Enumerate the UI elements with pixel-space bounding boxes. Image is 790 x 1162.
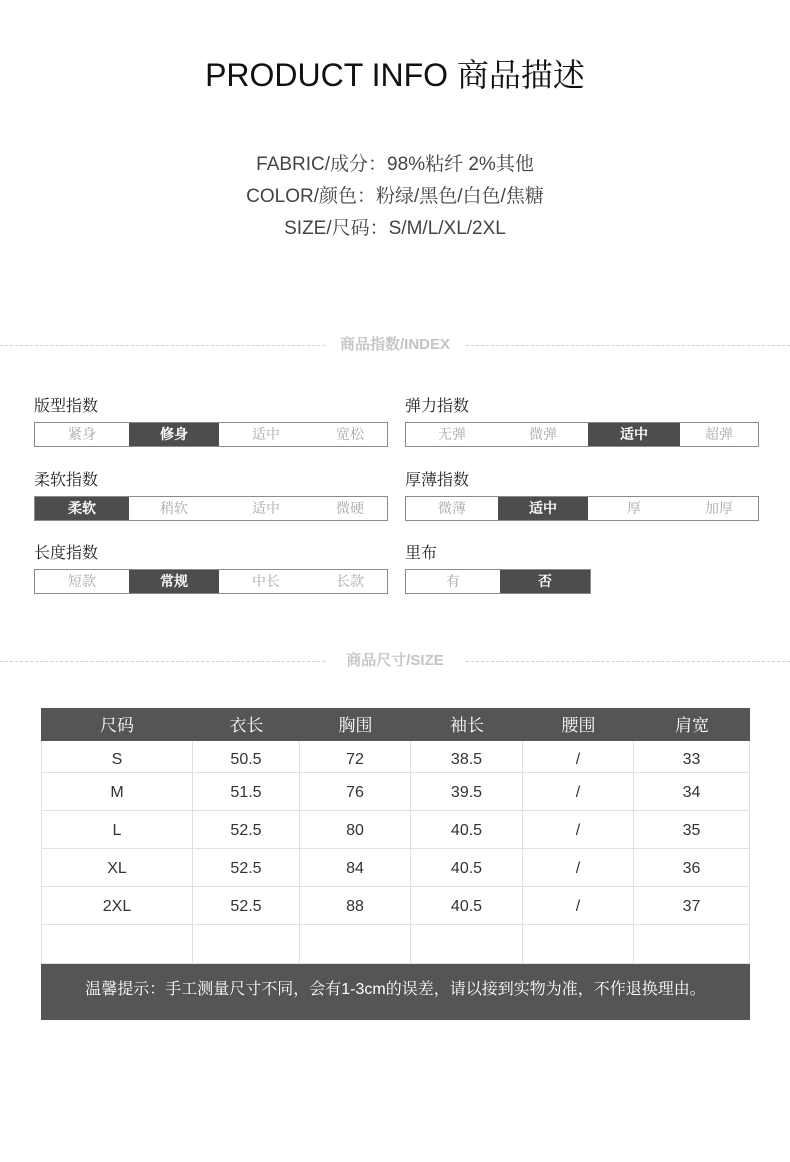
table-row [41,925,750,964]
table-cell: / [523,773,634,810]
table-cell: S [41,741,193,772]
table-cell: 76 [300,773,411,810]
index-option: 有 [446,573,460,589]
table-cell: 52.5 [193,811,300,848]
index-option-selected: 适中 [498,497,588,520]
size-info: SIZE/尺码：S/M/L/XL/2XL [284,218,506,239]
fabric-info: FABRIC/成分：98%粘纤 2%其他 [256,154,534,175]
index-group [405,396,759,447]
index-group [34,470,388,521]
table-cell [523,925,634,963]
table-row [41,741,750,773]
index-group [405,543,591,594]
index-option: 宽松 [336,426,364,442]
index-title: 弹力指数 [405,398,470,415]
index-scale [405,569,591,594]
index-title: 厚薄指数 [405,472,470,489]
table-cell: 2XL [41,887,193,924]
column-header: 尺码 [100,716,134,735]
table-cell: 80 [300,811,411,848]
size-table-body [41,741,750,964]
table-cell [300,925,411,963]
size-section-divider [0,651,790,671]
table-cell: 38.5 [411,741,523,772]
size-table [41,708,750,1020]
table-cell: L [41,811,193,848]
index-option: 厚 [627,500,641,516]
index-section-label: 商品指数/INDEX [339,336,450,353]
table-cell: 88 [300,887,411,924]
index-option: 微薄 [438,500,466,516]
page-title: PRODUCT INFO 商品描述 [205,57,585,93]
table-row [41,849,750,887]
index-option: 长款 [336,573,364,589]
column-header: 肩宽 [675,716,709,735]
table-cell: 35 [634,811,750,848]
table-cell [193,925,300,963]
index-scale [34,496,388,521]
index-option-selected: 柔软 [35,497,129,520]
index-title: 柔软指数 [34,472,99,489]
table-cell [634,925,750,963]
table-cell: 52.5 [193,887,300,924]
table-row [41,773,750,811]
index-option: 紧身 [68,426,96,442]
table-cell: 39.5 [411,773,523,810]
index-option: 中长 [252,573,280,589]
table-cell: 36 [634,849,750,886]
table-cell: 40.5 [411,811,523,848]
index-option: 稍软 [160,500,188,516]
index-group [405,470,759,521]
table-cell: 52.5 [193,849,300,886]
size-table-header [41,708,750,741]
color-info: COLOR/颜色：粉绿/黑色/白色/焦糖 [246,186,544,207]
index-scale [34,569,388,594]
table-cell: 40.5 [411,887,523,924]
table-cell: 34 [634,773,750,810]
table-cell: 84 [300,849,411,886]
column-header: 袖长 [450,716,484,735]
index-group [34,543,388,594]
index-option: 超弹 [705,426,733,442]
index-option-selected: 否 [500,570,590,593]
index-option: 微弹 [529,426,557,442]
table-cell: / [523,811,634,848]
index-option: 短款 [68,573,96,589]
table-cell: 50.5 [193,741,300,772]
index-title: 长度指数 [34,545,99,562]
column-header: 胸围 [338,716,373,735]
index-option: 微硬 [336,500,364,516]
table-cell: / [523,849,634,886]
index-title: 版型指数 [34,398,99,415]
table-cell: / [523,887,634,924]
index-scale [405,496,759,521]
measurement-note: 温馨提示：手工测量尺寸不同，会有1-3cm的误差，请以接到实物为准，不作退换理由。 [41,964,750,1020]
index-option-selected: 适中 [588,423,680,446]
column-header: 衣长 [229,716,264,735]
table-cell: M [41,773,193,810]
table-cell [41,925,193,963]
table-cell [411,925,523,963]
table-cell: 33 [634,741,750,772]
table-row [41,811,750,849]
table-cell: 37 [634,887,750,924]
table-cell: 40.5 [411,849,523,886]
table-cell: 72 [300,741,411,772]
table-cell: 51.5 [193,773,300,810]
index-option-selected: 常规 [129,570,219,593]
size-section-label: 商品尺寸/SIZE [346,652,444,669]
index-scale [34,422,388,447]
index-option: 无弹 [438,426,466,442]
index-option: 加厚 [705,500,733,516]
table-cell: / [523,741,634,772]
table-row [41,887,750,925]
index-option-selected: 修身 [129,423,219,446]
table-cell: XL [41,849,193,886]
column-header: 腰围 [561,716,596,735]
index-group [34,396,388,447]
index-scale [405,422,759,447]
index-section-divider [0,335,790,355]
index-title: 里布 [405,545,438,562]
index-option: 适中 [252,500,280,516]
index-option: 适中 [252,426,280,442]
